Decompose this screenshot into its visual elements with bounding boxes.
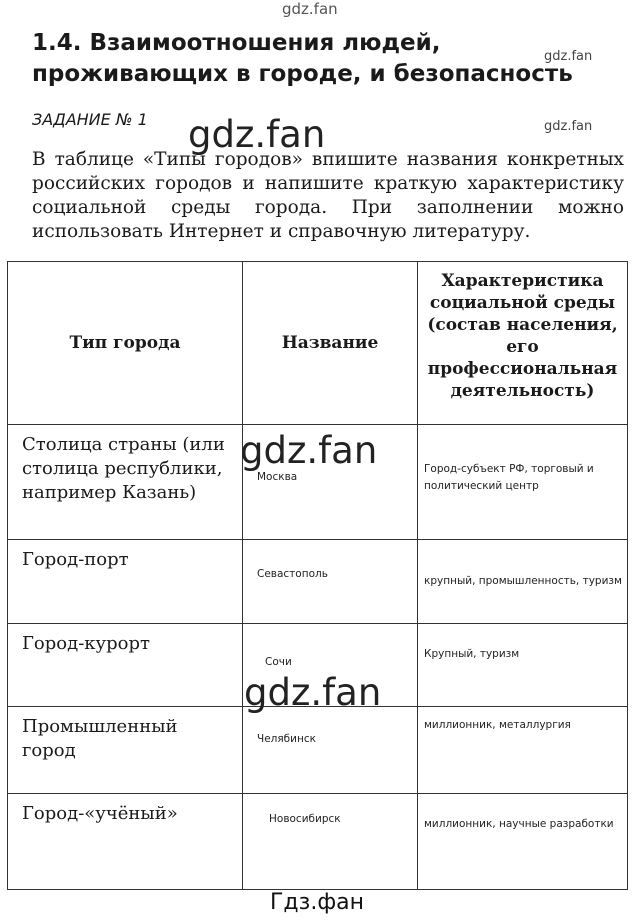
row-characteristic: Город-субъект РФ, торговый и политический центр: [424, 463, 594, 492]
row-type: Промышленный город: [8, 707, 243, 794]
watermark-large: gdz.fan: [244, 671, 382, 714]
row-name: Севастополь: [257, 568, 328, 580]
watermark-bottom: Гдз.фан: [270, 890, 364, 915]
header-name: Название: [243, 262, 418, 425]
watermark-right: gdz.fan: [544, 49, 593, 64]
row-name: Москва: [257, 471, 298, 483]
table-row: [8, 794, 628, 890]
row-type: Город-«учёный»: [8, 794, 243, 890]
row-char-cell: [418, 707, 628, 794]
row-name-cell: [243, 794, 418, 890]
row-char-cell: [418, 425, 628, 540]
watermark-large: gdz.fan: [188, 113, 326, 156]
task-text: В таблице «Типы городов» впишите названия конкретных российских городов и напишите краткую характеристику социальной среды города. При заполнении можно использовать Интернет и справочную литературу.: [32, 149, 624, 242]
watermark-right: gdz.fan: [544, 119, 593, 134]
row-name-cell: [243, 540, 418, 624]
row-char-cell: [418, 540, 628, 624]
row-type: Город-курорт: [8, 624, 243, 707]
header-type: Тип города: [8, 262, 243, 425]
row-char-cell: [418, 794, 628, 890]
row-name-cell: [243, 707, 418, 794]
row-name: Сочи: [265, 656, 292, 668]
table-row: [8, 540, 628, 624]
table-header-row: [8, 262, 628, 425]
row-characteristic: Крупный, туризм: [424, 648, 520, 660]
row-characteristic: миллионник, металлургия: [424, 719, 571, 731]
row-characteristic: крупный, промышленность, туризм: [424, 575, 622, 587]
row-name: Челябинск: [257, 733, 316, 745]
row-char-cell: [418, 624, 628, 707]
row-characteristic: миллионник, научные разработки: [424, 818, 614, 830]
row-name: Новосибирск: [269, 813, 341, 825]
table-row: [8, 707, 628, 794]
section-heading: 1.4. Взаимоотношения людей, проживающих в городе, и безопасность: [32, 30, 573, 87]
task-label: ЗАДАНИЕ № 1: [32, 110, 148, 129]
watermark-large: gdz.fan: [240, 429, 378, 472]
city-types-table: [7, 261, 628, 890]
header-characteristic: Характеристика социальной среды (состав населения, его профессиональная деятельность): [418, 262, 628, 425]
row-type: Город-порт: [8, 540, 243, 624]
row-type: Столица страны (или столица республики, например Казань): [8, 425, 243, 540]
watermark-top: gdz.fan: [282, 0, 338, 18]
